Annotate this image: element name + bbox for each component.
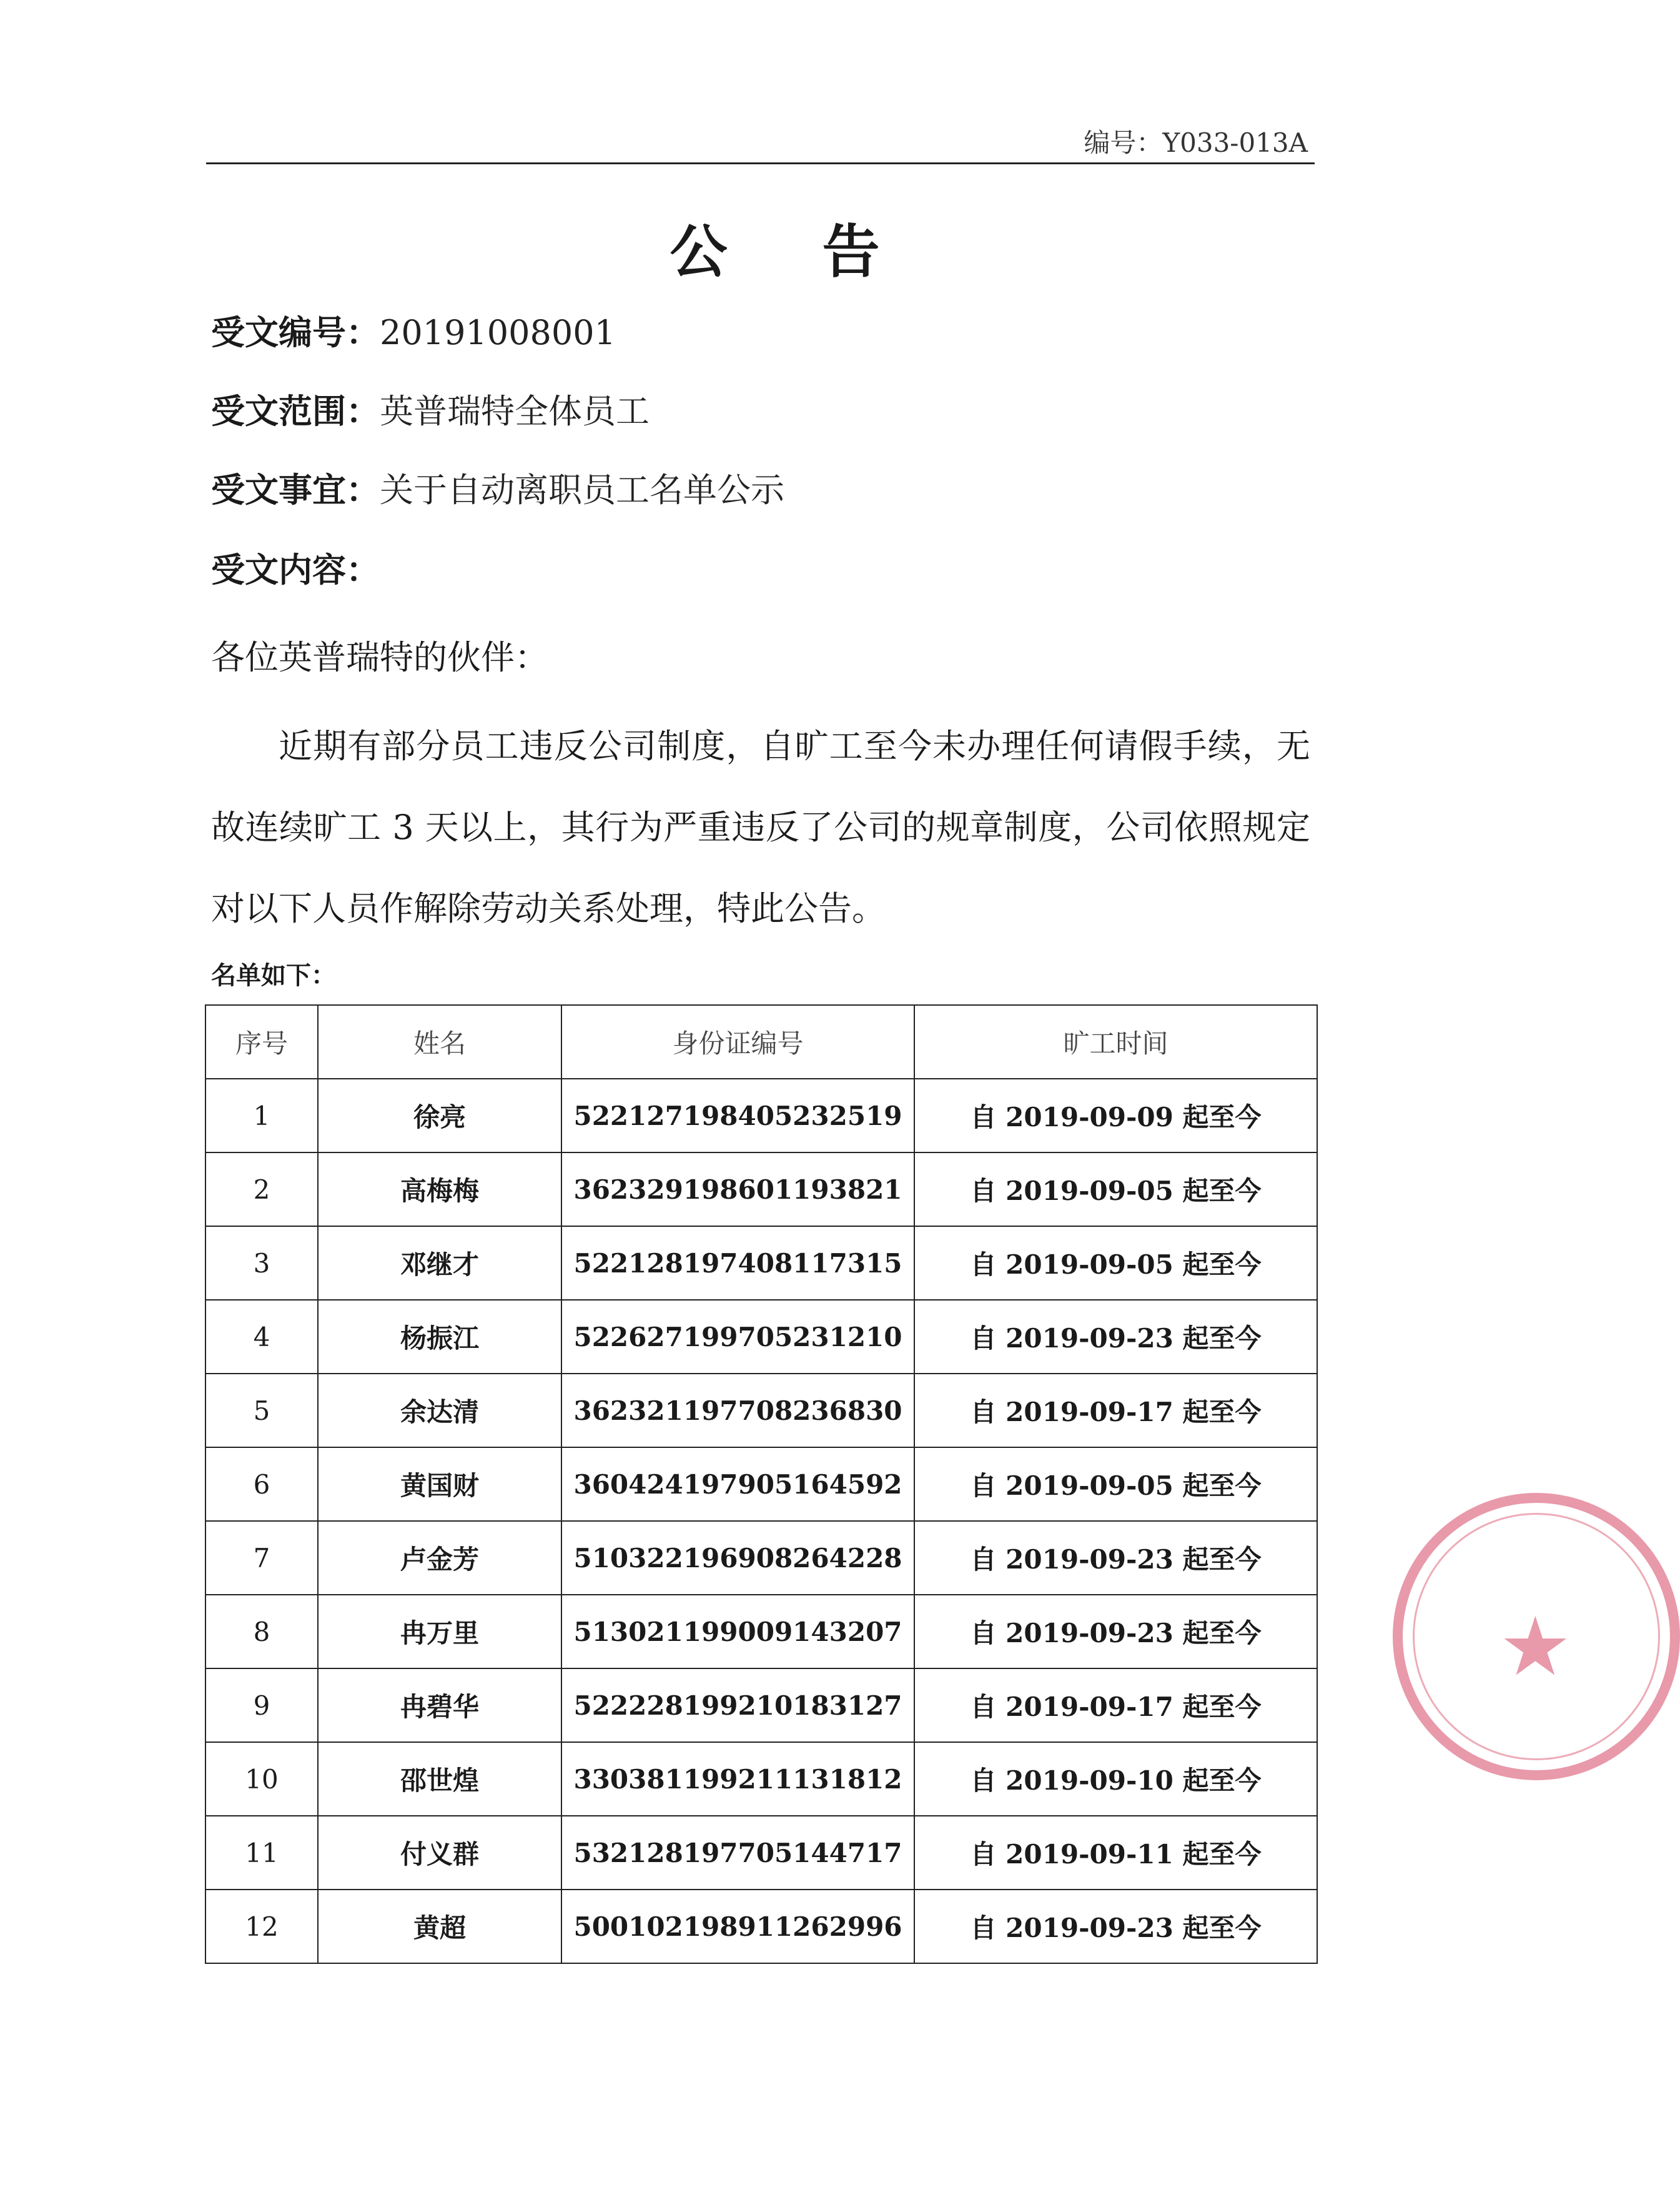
star-icon: ★ [1499,1599,1572,1694]
field-value: 关于自动离职员工名单公示 [380,470,784,510]
cell-index: 6 [205,1447,318,1521]
header-absence-time: 旷工时间 [914,1005,1317,1079]
cell-index: 5 [205,1374,318,1447]
cell-absence-time: 自 2019-09-05 起至今 [914,1152,1317,1226]
cell-name: 黄国财 [318,1447,561,1521]
body-paragraph: 近期有部分员工违反公司制度，自旷工至今未办理任何请假手续，无故连续旷工 3 天以上，其行为严重违反了公司的规章制度，公司依照规定对以下人员作解除劳动关系处理，特此公告。 [211,726,1310,928]
cell-index: 7 [205,1521,318,1595]
cell-id-number: 500102198911262996 [561,1890,914,1963]
cell-name: 卢金芳 [318,1521,561,1595]
cell-absence-time: 自 2019-09-05 起至今 [914,1447,1317,1521]
cell-index: 11 [205,1816,318,1890]
cell-index: 1 [205,1079,318,1152]
field-subject [211,463,784,512]
cell-absence-time: 自 2019-09-17 起至今 [914,1668,1317,1742]
cell-index: 8 [205,1595,318,1668]
list-heading: 名单如下： [211,961,336,990]
table-header-row [205,1005,1317,1079]
table-row [205,1152,1317,1226]
table-row [205,1816,1317,1890]
field-content [211,543,380,592]
table-row [205,1226,1317,1300]
cell-absence-time: 自 2019-09-23 起至今 [914,1890,1317,1963]
header-index: 序号 [205,1005,318,1079]
field-label: 受文事宜： [211,470,380,510]
cell-index: 9 [205,1668,318,1742]
cell-absence-time: 自 2019-09-05 起至今 [914,1226,1317,1300]
field-label: 受文编号： [211,312,380,352]
field-scope [211,385,650,433]
employee-table [205,1004,1318,1964]
document-number: 编号：Y033-013A [1084,127,1308,158]
table-row [205,1079,1317,1152]
cell-name: 邵世煌 [318,1742,561,1816]
table-row [205,1300,1317,1374]
cell-id-number: 522128197408117315 [561,1226,914,1300]
field-doc-id [211,306,616,354]
cell-id-number: 360424197905164592 [561,1447,914,1521]
cell-index: 3 [205,1226,318,1300]
cell-id-number: 522228199210183127 [561,1668,914,1742]
cell-absence-time: 自 2019-09-23 起至今 [914,1300,1317,1374]
cell-index: 12 [205,1890,318,1963]
cell-index: 10 [205,1742,318,1816]
header-divider [206,162,1315,164]
field-label: 受文范围： [211,391,380,431]
cell-absence-time: 自 2019-09-17 起至今 [914,1374,1317,1447]
cell-name: 徐亮 [318,1079,561,1152]
cell-id-number: 362329198601193821 [561,1152,914,1226]
cell-name: 邓继才 [318,1226,561,1300]
cell-absence-time: 自 2019-09-10 起至今 [914,1742,1317,1816]
cell-id-number: 362321197708236830 [561,1374,914,1447]
field-value: 英普瑞特全体员工 [380,392,650,431]
table-row [205,1447,1317,1521]
table-row [205,1595,1317,1668]
field-label: 受文内容： [211,550,380,590]
page-title: 公 告 [670,218,917,285]
table-row [205,1374,1317,1447]
cell-absence-time: 自 2019-09-09 起至今 [914,1079,1317,1152]
cell-id-number: 330381199211131812 [561,1742,914,1816]
cell-id-number: 532128197705144717 [561,1816,914,1890]
cell-id-number: 513021199009143207 [561,1595,914,1668]
table-row [205,1668,1317,1742]
cell-name: 余达清 [318,1374,561,1447]
table-row [205,1521,1317,1595]
header-name: 姓名 [318,1005,561,1079]
cell-id-number: 522627199705231210 [561,1300,914,1374]
cell-name: 高梅梅 [318,1152,561,1226]
cell-id-number: 510322196908264228 [561,1521,914,1595]
field-value: 20191008001 [380,313,616,352]
cell-name: 冉碧华 [318,1668,561,1742]
cell-absence-time: 自 2019-09-11 起至今 [914,1816,1317,1890]
table-row [205,1890,1317,1963]
cell-index: 4 [205,1300,318,1374]
cell-name: 杨振江 [318,1300,561,1374]
cell-name: 黄超 [318,1890,561,1963]
cell-name: 付义群 [318,1816,561,1890]
cell-id-number: 522127198405232519 [561,1079,914,1152]
greeting: 各位英普瑞特的伙伴： [211,638,548,677]
cell-name: 冉万里 [318,1595,561,1668]
cell-absence-time: 自 2019-09-23 起至今 [914,1595,1317,1668]
table-row [205,1742,1317,1816]
cell-absence-time: 自 2019-09-23 起至今 [914,1521,1317,1595]
cell-index: 2 [205,1152,318,1226]
header-id-number: 身份证编号 [561,1005,914,1079]
